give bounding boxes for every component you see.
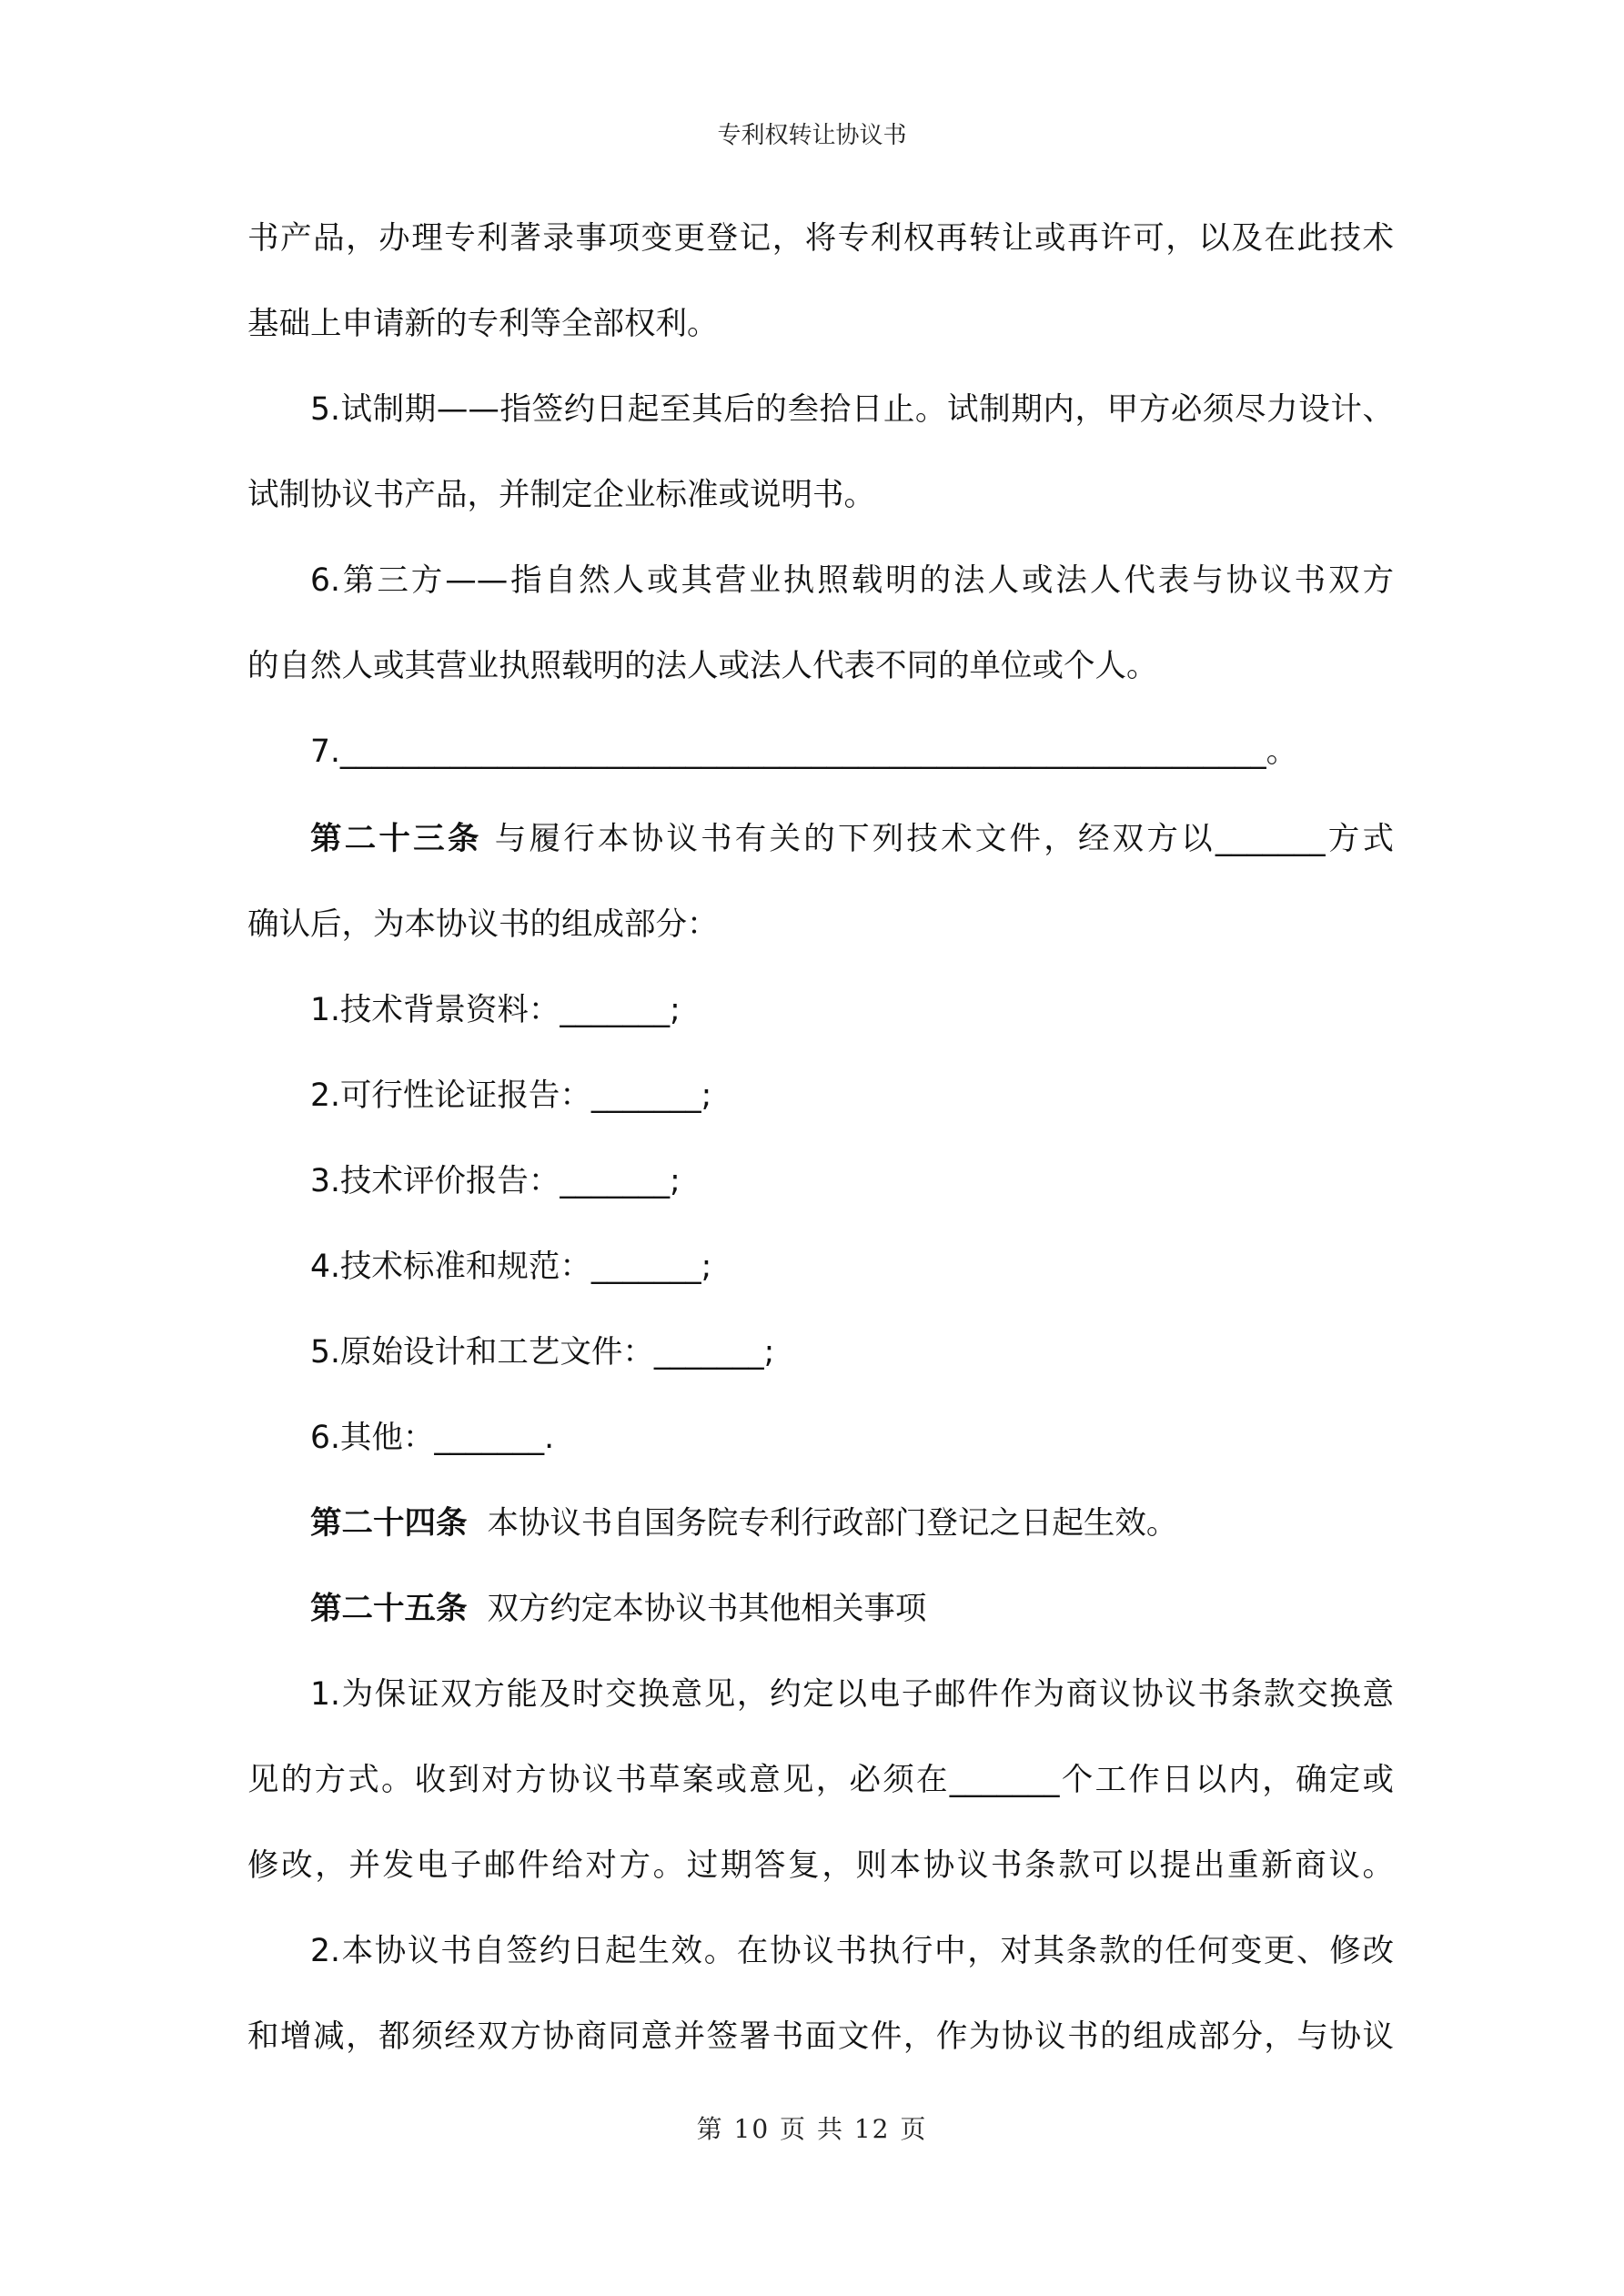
list-item: 6.其他：_______. (310, 1420, 555, 1456)
article-24-text: 本协议书自国务院专利行政部门登记之日起生效。 (487, 1505, 1178, 1542)
article-24-title: 第二十四条 (310, 1505, 468, 1542)
article-24-line (247, 1500, 1394, 1547)
paragraph-line: 确认后，为本协议书的组成部分： (247, 906, 719, 943)
blank-item: 7.___________________________________________________________。 (310, 733, 1298, 770)
paragraph-line: 5.试制期——指签约日起至其后的叁拾日止。试制期内，甲方必须尽力设计、 (310, 391, 1394, 428)
paragraph-line: 和增减，都须经双方协商同意并签署书面文件，作为协议书的组成部分，与协议 (247, 2018, 1394, 2055)
list-item: 4.技术标准和规范：_______; (310, 1249, 712, 1285)
paragraph-line: 试制协议书产品，并制定企业标准或说明书。 (247, 477, 875, 513)
paragraph-line: 修改，并发电子邮件给对方。过期答复，则本协议书条款可以提出重新商议。 (247, 1847, 1394, 1884)
paragraph-line: 6.第三方——指自然人或其营业执照载明的法人或法人代表与协议书双方 (310, 562, 1394, 599)
paragraph-line: 见的方式。收到对方协议书草案或意见，必须在_______个工作日以内，确定或 (247, 1762, 1394, 1798)
list-item: 2.可行性论证报告：_______; (310, 1077, 712, 1114)
article-23-line (247, 815, 1394, 863)
list-item: 5.原始设计和工艺文件：_______; (310, 1334, 775, 1371)
paragraph-line: 书产品，办理专利著录事项变更登记，将专利权再转让或再许可，以及在此技术 (247, 220, 1394, 257)
list-item: 1.技术背景资料：_______; (310, 992, 681, 1028)
article-23-text: 与履行本协议书有关的下列技术文件，经双方以_______方式 (494, 821, 1395, 857)
paragraph-line: 基础上申请新的专利等全部权利。 (247, 306, 719, 342)
article-25-text: 双方约定本协议书其他相关事项 (487, 1591, 927, 1627)
page-footer: 第 10 页 共 12 页 (696, 2114, 928, 2144)
paragraph-line: 2.本协议书自签约日起生效。在协议书执行中，对其条款的任何变更、修改 (310, 1933, 1394, 1969)
paragraph-line: 1.为保证双方能及时交换意见，约定以电子邮件作为商议协议书条款交换意 (310, 1676, 1394, 1713)
article-25-line (247, 1585, 1394, 1633)
article-25-title: 第二十五条 (310, 1591, 468, 1627)
paragraph-line: 的自然人或其营业执照载明的法人或法人代表不同的单位或个人。 (247, 648, 1158, 684)
list-item: 3.技术评价报告：_______; (310, 1163, 681, 1199)
page-header: 专利权转让协议书 (717, 122, 907, 149)
article-23-title: 第二十三条 (310, 821, 482, 857)
